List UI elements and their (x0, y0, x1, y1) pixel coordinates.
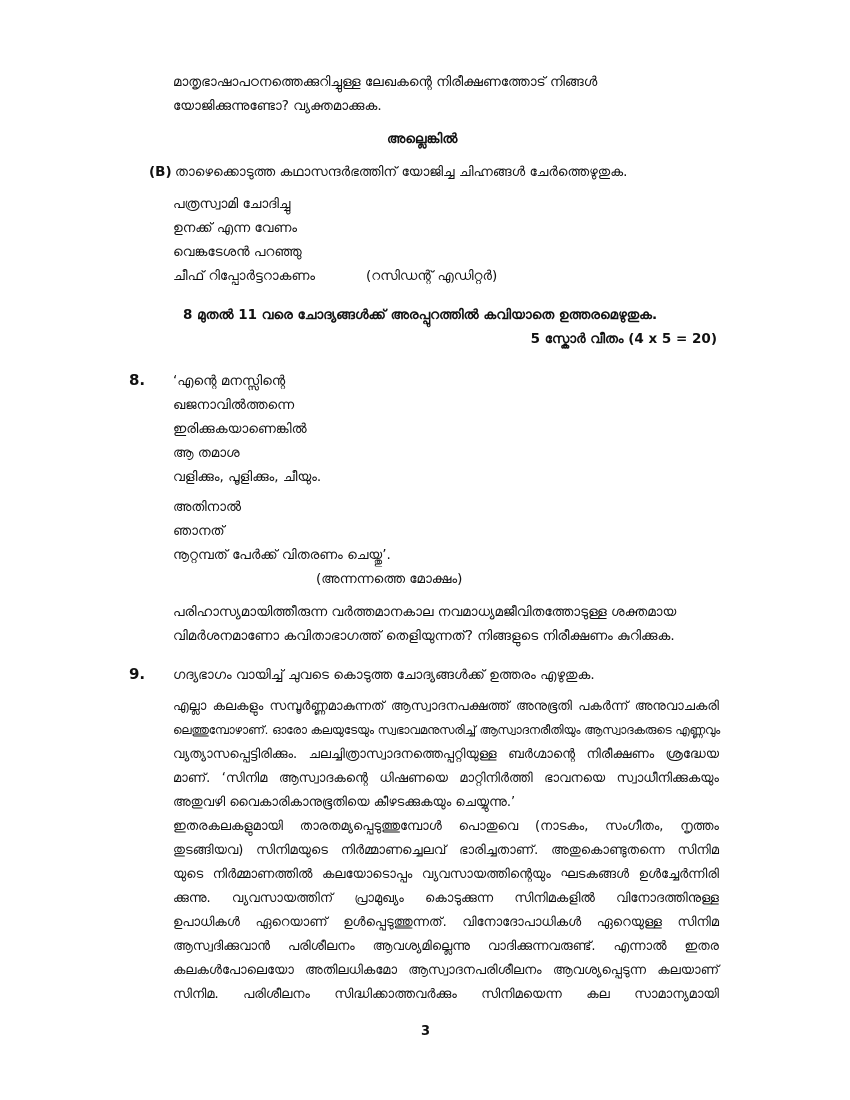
q9-para2-line-8: സിനിമ. പരിശീലനം സിദ്ധിക്കാത്തവർക്കും സിനിമയെന്ന കല സാമാന്യമായി (173, 987, 719, 1002)
q9-para2-line-4: ക്കുന്നു. വ്യവസായത്തിന് പ്രാമുഖ്യം കൊടുക്കുന്ന സിനിമകളിൽ വിനോദത്തിനുള്ള (173, 891, 719, 906)
q9-para1-line-2: ലെത്തുമ്പോഴാണ്. ഓരോ കലയുടേയും സ്വഭാവമനുസരിച്ച് ആസ്വാദനരീതിയും ആസ്വാദകരുടെ എണ്ണവും (173, 723, 721, 737)
q8-poem-line-1: ‘എന്റെ മനസ്സിന്റെ (173, 373, 286, 389)
q8-source: (അന്നന്നത്തെ മോക്ഷം) (316, 571, 463, 587)
q9-para2-line-3: യുടെ നിർമ്മാണത്തിൽ കലയോടൊപ്പം വ്യവസായത്തിന്റെയും ഘടകങ്ങൾ ഉൾച്ചേർന്നിരി (173, 867, 719, 882)
q8-poem-line-7: ഞാനത് (173, 523, 225, 539)
q9-question: ഗദ്യഭാഗം വായിച്ച് ചുവടെ കൊടുത്ത ചോദ്യങ്ങൾക്ക് ഉത്തരം എഴുതുക. (173, 667, 595, 683)
q9-para1-line-1: എല്ലാ കലകളും സമ്പൂർണ്ണമാകുന്നത് ആസ്വാദനപക്ഷത്ത് അനുഭൂതി പകർന്ന് അനുവാചകരി (173, 699, 719, 714)
page-number: 3 (421, 1024, 431, 1039)
q8-poem-line-5: വളിക്കും, പൂളിക്കും, ചീയും. (173, 469, 322, 485)
q8-poem-line-2: ഖജനാവിൽത്തന്നെ (173, 397, 295, 413)
q9-para1-line-5: അതുവഴി വൈകാരികാനുഭൂതിയെ കീഴടക്കുകയും ചെയ്യുന്നു.’ (173, 795, 516, 810)
part-b-question: താഴെക്കൊടുത്ത കഥാസന്ദർഭത്തിന് യോജിച്ച ചിഹ്നങ്ങൾ ചേർത്തെഴുതുക. (175, 164, 628, 180)
question-9-number: 9. (129, 665, 146, 683)
q9-para2-line-5: ഉപാധികൾ ഏറെയാണ് ഉൾപ്പെടുത്തുന്നത്. വിനോദോപാധികൾ ഏറെയുള്ള സിനിമ (173, 915, 719, 930)
q8-question-line-2: വിമർശനമാണോ കവിതാഭാഗത്ത് തെളിയുന്നത്? നിങ്ങളുടെ നിരീക്ഷണം കുറിക്കുക. (173, 628, 675, 644)
part-b-line-2: ഉനക്ക് എന്ന വേണം (173, 220, 298, 236)
q8-poem-line-3: ഇരിക്കുകയാണെങ്കിൽ (173, 421, 307, 437)
section-instruction: 8 മുതൽ 11 വരെ ചോദ്യങ്ങൾക്ക് അരപ്പുറത്തിൽ കവിയാതെ ഉത്തരമെഴുതുക. (183, 307, 658, 323)
q9-para2-line-6: ആസ്വദിക്കുവാൻ പരിശീലനം ആവശ്യമില്ലെന്നു വാദിക്കുന്നവരുണ്ട്. എന്നാൽ ഇതര (173, 939, 719, 954)
part-b-line-3: വെങ്കടേശൻ പറഞ്ഞു (173, 244, 302, 260)
intro-line-1: മാതൃഭാഷാപഠനത്തെക്കുറിച്ചുള്ള ലേഖകന്റെ നിരീക്ഷണത്തോട് നിങ്ങൾ (173, 74, 598, 90)
q8-poem-line-6: അതിനാൽ (173, 499, 242, 515)
q8-poem-line-8: നൂറ്റമ്പത് പേർക്ക് വിതരണം ചെയ്തു’. (173, 547, 391, 563)
part-b-label: (B) (149, 164, 172, 180)
or-label: അല്ലെങ്കിൽ (387, 131, 458, 147)
q9-para2-line-7: കലകൾപോലെയോ അതിലധികമോ ആസ്വാദനപരിശീലനം ആവശ്യപ്പെടുന്ന കലയാണ് (173, 963, 719, 978)
part-b-aside: (റസിഡന്റ് എഡിറ്റർ) (366, 268, 498, 284)
q8-poem-line-4: ആ തമാശ (173, 445, 240, 461)
q9-para1-line-4: മാണ്. ‘സിനിമ ആസ്വാദകന്റെ ധിഷണയെ മാറ്റിനിർത്തി ഭാവനയെ സ്വാധീനിക്കുകയും (173, 771, 719, 786)
intro-line-2: യോജിക്കുന്നുണ്ടോ? വ്യക്തമാക്കുക. (173, 98, 382, 114)
q8-question-line-1: പരിഹാസ്യമായിത്തീരുന്ന വർത്തമാനകാല നവമാധ്യമജീവിതത്തോടുള്ള ശക്തമായ (173, 604, 677, 620)
section-score: 5 സ്കോർ വീതം (4 x 5 = 20) (530, 331, 717, 347)
q9-para1-line-3: വ്യത്യാസപ്പെട്ടിരിക്കും. ചലച്ചിത്രാസ്വാദനത്തെപ്പറ്റിയുള്ള ബർഗ്മാന്റെ നിരീക്ഷണം ശ്രദ്ധേയ (173, 747, 719, 762)
question-8-number: 8. (129, 371, 146, 389)
part-b-line-1: പത്രസ്വാമി ചോദിച്ചു (173, 196, 291, 212)
q9-para2-line-1: ഇതരകലകളുമായി താരതമ്യപ്പെടുത്തുമ്പോൾ പൊതുവെ (നാടകം, സംഗീതം, നൃത്തം (173, 819, 719, 834)
part-b-line-4: ചീഫ് റിപ്പോർട്ടറാകണം (173, 268, 316, 284)
q9-para2-line-2: തുടങ്ങിയവ) സിനിമയുടെ നിർമ്മാണച്ചെലവ് ഭാരിച്ചതാണ്. അതുകൊണ്ടുതന്നെ സിനിമ (173, 843, 719, 858)
